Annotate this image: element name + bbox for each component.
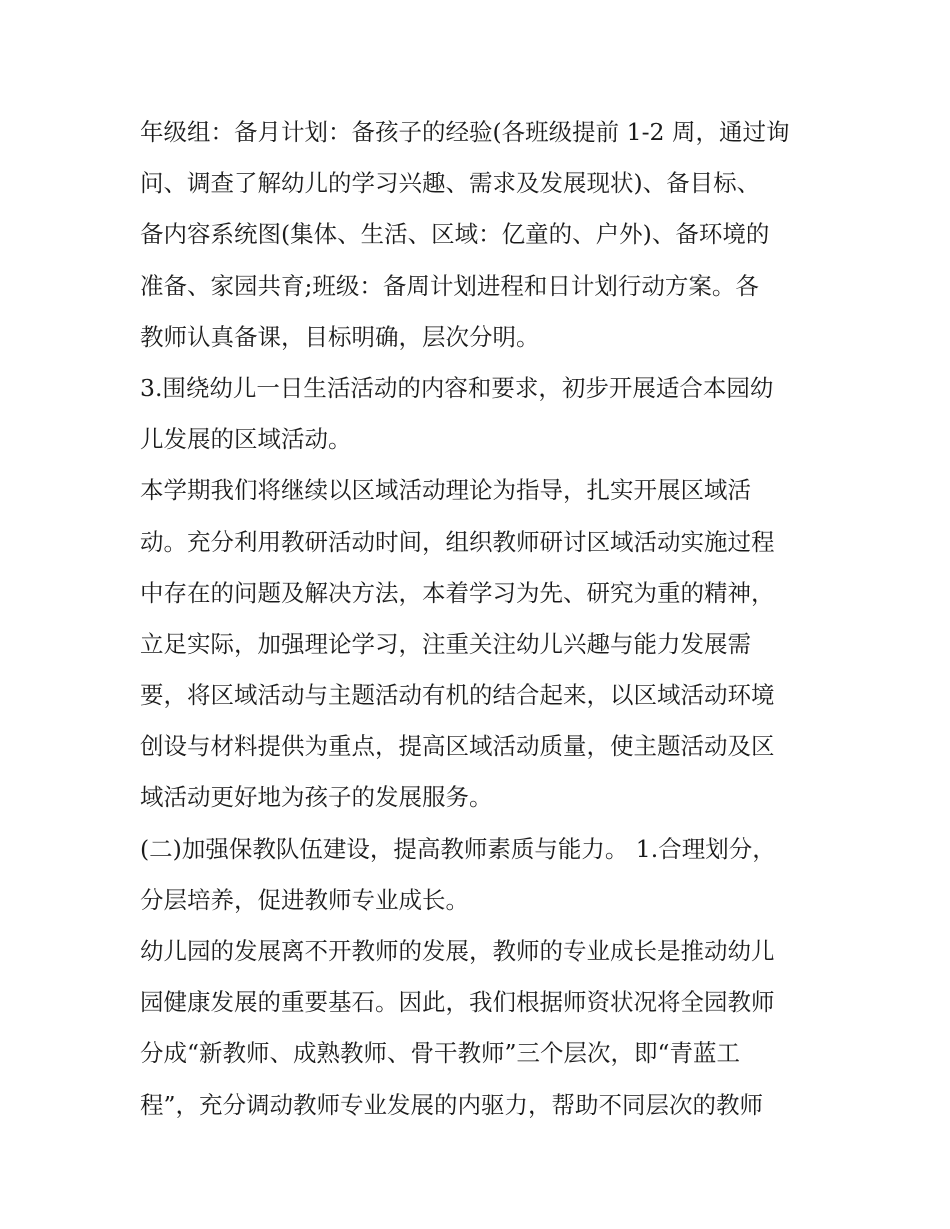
text-line: 动。充分利用教研活动时间，组织教师研讨区域活动实施过程: [140, 527, 775, 556]
section-heading-line: (二)加强保教队伍建设，提高教师素质与能力。 1.合理划分，: [140, 834, 776, 863]
text-line: 备内容系统图(集体、生活、区域：亿童的、户外)、备环境的: [140, 220, 770, 249]
document-body: [140, 107, 815, 1131]
text-line: 中存在的问题及解决方法，本着学习为先、研究为重的精神，: [140, 578, 775, 607]
section-heading-line: 3.围绕幼儿一日生活活动的内容和要求，初步开展适合本园幼: [140, 373, 774, 402]
text-line: 本学期我们将继续以区域活动理论为指导，扎实开展区域活: [140, 476, 751, 505]
text-line: 教师认真备课，目标明确，层次分明。: [140, 322, 540, 351]
text-line: 分成“新教师、成熟教师、骨干教师”三个层次，即“青蓝工: [140, 1039, 741, 1068]
text-line: 园健康发展的重要基石。因此，我们根据师资状况将全园教师: [140, 988, 775, 1017]
text-line: 要，将区域活动与主题活动有机的结合起来，以区域活动环境: [140, 681, 775, 710]
text-line: 问、调查了解幼儿的学习兴趣、需求及发展现状)、备目标、: [140, 169, 761, 198]
section-heading-line: 分层培养，促进教师专业成长。: [140, 885, 469, 914]
text-line: 年级组：备月计划：备孩子的经验(各班级提前 1-2 周，通过询: [140, 118, 790, 146]
text-line: 幼儿园的发展离不开教师的发展，教师的专业成长是推动幼儿: [140, 937, 775, 965]
text-line: 程”，充分调动教师专业发展的内驱力，帮助不同层次的教师: [140, 1090, 764, 1119]
text-line: 立足实际，加强理论学习，注重关注幼儿兴趣与能力发展需: [140, 629, 751, 658]
text-line: 创设与材料提供为重点，提高区域活动质量，使主题活动及区: [140, 732, 775, 761]
section-heading-line: 儿发展的区域活动。: [140, 425, 352, 454]
text-line: 准备、家园共育;班级：备周计划进程和日计划行动方案。各: [140, 271, 759, 300]
text-line: 域活动更好地为孩子的发展服务。: [140, 783, 493, 812]
